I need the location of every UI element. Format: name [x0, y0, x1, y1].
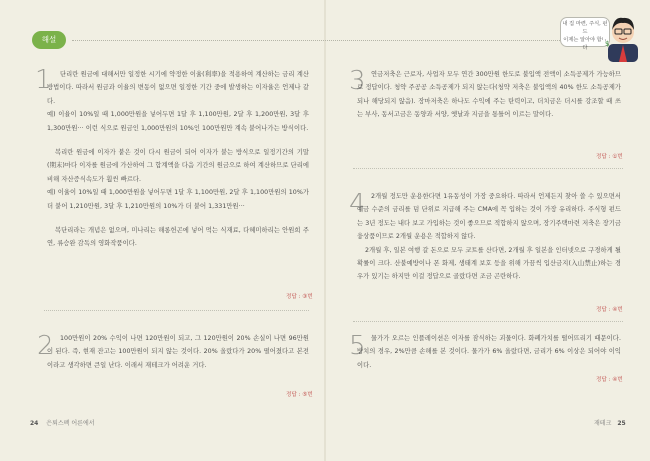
answer-label-1: 정답 : ③번: [286, 294, 313, 300]
paragraph: 복단리라는 개념은 없으며, 미나리는 해롱헌곤에 넣어 먹는 식재료, 다혜미하리는 안원희 주연, 류승완 감독의 영화작품이다.: [47, 227, 309, 248]
page-spine: [324, 0, 326, 461]
bubble-line-2: 이제는 알아야 합니다: [563, 37, 607, 51]
answer-block-5: [357, 332, 621, 372]
question-number-3: 3: [349, 66, 366, 96]
svg-text:$: $: [605, 40, 610, 48]
paragraph: 연금저축은 근로자, 사업자 모두 연간 300만원 한도로 불입액 전액이 소득공제가 가능하므로 정답이다. 청약 주공공 소득공제가 되지 않는다(청약 저축은 불입액의 40% 한도 소득공제가 되나 해당되지 않음). 장마저축은 하나도 수익에 주는 탄력이고, 더치금은 더시를 강조할 때 쓰는 부사, 동서고금은 동양과 서양, 옛날과 지금을 통틀어 이르는 말이다.: [357, 71, 621, 119]
paragraph: 예) 이율이 10%일 때 1,000만원을 넣어두면 1달 후 1,100만원, 2달 후 1,200만원, 3달 후 1,300만원··· 이런 식으로 원금인 1,000만원의 10%인 100만원만 계속 붙어나가는 방식이다.: [47, 111, 309, 132]
left-footer: [30, 418, 95, 427]
question-number-5: 5: [349, 331, 366, 361]
question-number-2: 2: [37, 331, 54, 361]
page-number-left: 24: [30, 420, 39, 427]
section-divider: [44, 310, 309, 311]
answer-label-3: 정답 : ①번: [596, 154, 623, 160]
paragraph: 물가가 오르는 인플레이션은 이자를 잠식하는 괴물이다. 화폐가치를 떨어뜨리기 때문이다. 방치의 경우, 2%만큼 손해를 본 것이다. 물가가 6% 올랐다면, 금리가 6% 이상은 되어야 이익이다.: [357, 335, 621, 369]
answer-label-5: 정답 : ④번: [596, 377, 623, 383]
mascot-character-icon: [604, 12, 642, 62]
paragraph: 예) 이율이 10%일 때 1,000만원을 넣어두면 1달 후 1,100만원, 2달 후 1,100만원의 10%가 더 붙어 1,210만원, 3달 후 1,210만원의 10%가 더 붙어 1,331만원···: [47, 189, 309, 210]
bubble-line-1: 내 집 마련, 주식, 펀드: [562, 21, 608, 35]
answer-block-1: [47, 68, 309, 251]
page-number-right: 25: [617, 420, 626, 427]
speech-bubble: [560, 17, 610, 51]
section-divider: [353, 168, 623, 169]
answer-block-3: [357, 68, 621, 122]
question-number-4: 4: [349, 189, 366, 219]
footer-title-right: 재테크: [594, 420, 612, 427]
paragraph: 2개월 정도만 운용한다면 1유동성이 가장 중요하다. 따라서 언제든지 찾아 쓸 수 있으면서 예금 수준의 금리를 덤 단위로 지급해 주는 CMA에 꼭 입하는 것이 가장 유리하다. 주식형 펀드는 3년 정도는 내다 보고 가입하는 것이 좋으므로 적합하지 않으며, 장기주택마련 저축은 장기금융상품이므로 2개월 운용은 적합하지 않다.: [357, 193, 621, 241]
paragraph: 100만원이 20% 수익이 나면 120만원이 되고, 그 120만원이 20% 손실이 나면 96만원이 된다. 즉, 현재 잔고는 100만원이 되지 않는 것이다. 20% 올랐다가 20% 떨어졌다고 본전이라고 생각하면 큰일 난다. 이래서 재테크가 어려운 거다.: [47, 335, 309, 369]
paragraph: 단리란 원금에 대해서만 일정한 시기에 약정한 이율(利率)을 적용하여 계산하는 금리 계산방법이다. 따라서 원금과 이율의 변동이 없으면 일정한 기간 중에 발생하는 이자율은 언제나 같다.: [47, 71, 309, 105]
paragraph: 2개월 후, 일본 여행 갈 돈으로 모두 코트를 산다면, 2개월 후 일본을 인터넷으로 구경하게 될 확률이 크다. 산불예방이나 폰 화제, 생태계 보호 등을 위해 가끔씩 입산금지(入山禁止)하는 경우가 있기는 하지만 이걸 정답으로 골랐다면 조금 곤란하다.: [357, 246, 621, 281]
question-number-1: 1: [35, 65, 52, 95]
right-footer: [594, 418, 626, 427]
paragraph: 복리란 원금에 이자가 붙은 것이 다시 원금이 되어 이자가 붙는 방식으로 일정기간의 기말(期末)마다 이자를 원금에 가산하여 그 합계액을 다음 기간의 원금으로 하여 계산하므로 단리에 비해 자산증식속도가 훨씬 빠르다.: [47, 149, 309, 183]
answer-label-4: 정답 : ④번: [596, 307, 623, 313]
section-divider: [353, 321, 623, 322]
answer-block-4: [357, 190, 621, 284]
footer-title-left: 은퇴스펙 어른에서: [46, 420, 95, 427]
answer-label-2: 정답 : ⑤번: [286, 392, 313, 398]
answer-block-2: [47, 332, 309, 372]
section-badge: 해설: [32, 31, 66, 49]
header-divider: [72, 40, 568, 41]
